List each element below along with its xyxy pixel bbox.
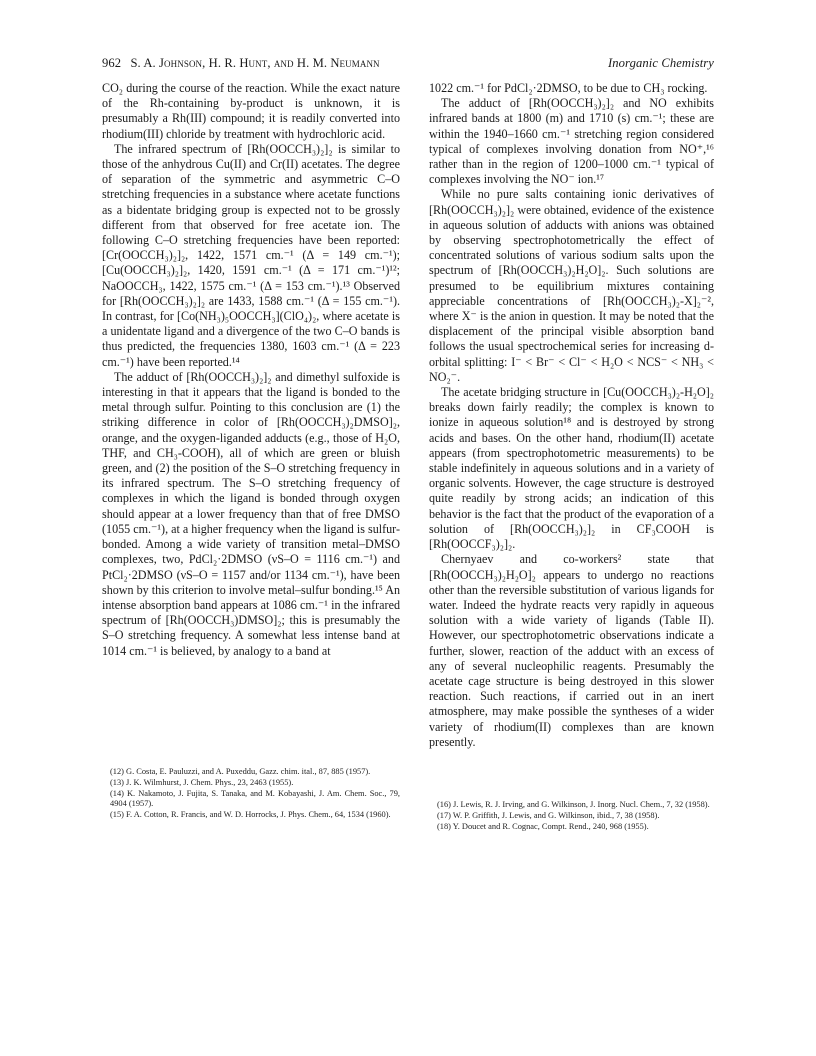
footnote: (12) G. Costa, E. Pauluzzi, and A. Puxeddu, Gazz. chim. ital., 87, 885 (1957). — [110, 767, 371, 776]
page-number: 962 — [102, 56, 122, 70]
paragraph: Chernyaev and co-workers² state that [Rh(OOCCH₃)₂H₂O]₂ appears to undergo no reactions other than the reversible substitution of various ligands for water. Indeed the hydrate reacts very rapidly in aqueous solution with a wide variety of ligands (Table II). However, our spectrophotometric observations indicate a further, slower, reaction of the adduct with an excess of any of several nucleophilic reagents. Presumably the acetate cage structure is being destroyed in this slower reaction. Such reactions, if carried out in an inert atmosphere, may make possible the syntheses of a wider variety of rhodium(II) complexes than are known presently. — [429, 552, 714, 749]
header-left — [102, 56, 380, 71]
author-line: S. A. Johnson, H. R. Hunt, and H. M. Neumann — [130, 56, 380, 70]
footnote: (17) W. P. Griffith, J. Lewis, and G. Wilkinson, ibid., 7, 38 (1958). — [437, 810, 660, 820]
paragraph: The adduct of [Rh(OOCCH₃)₂]₂ and dimethyl sulfoxide is interesting in that it appears that the ligand is bonded to the metal through sulfur. Pointing to this conclusion are (1) the striking difference in color of [Rh(OOCCH₃)₂DMSO]₂, orange, and the oxygen-liganded adducts (e.g., those of H₂O, THF, and CH₃-COOH), all of which are green or bluish green, and (2) the position of the S–O stretching frequency in its infrared spectrum. The S–O stretching frequency of complexes in which the ligand is bonded through oxygen should appear at a lower frequency than that of free DMSO (1055 cm.⁻¹), at a higher frequency when the ligand is sulfur-bonded. Among a wide variety of transition metal–DMSO complexes, two, PdCl₂·2DMSO (νS–O = 1116 cm.⁻¹) and PtCl₂·2DMSO (νS–O = 1157 and/or 1134 cm.⁻¹), have been shown by this criterion to involve metal–sulfur bonding.¹⁵ An intense absorption band appears at 1086 cm.⁻¹ in the infrared spectrum of [Rh(OOCCH₃)DMSO]₂; this is presumably the S–O stretching frequency. A somewhat less intense band at 1014 cm.⁻¹ is believed, by analogy to a band at — [102, 369, 400, 658]
paragraph: While no pure salts containing ionic derivatives of [Rh(OOCCH₃)₂]₂ were obtained, evidence of the existence in aqueous solution of adducts with anions was obtained by observing spectrophotometrically the effect of concentrated solutions of various sodium salts upon the spectrum of [Rh(OOCCH₃)₂H₂O]₂. Such solutions are presumed to be equilibrium mixtures containing appreciable concentrations of [Rh(OOCCH₃)₂-X]₂⁻², where X⁻ is the anion in question. It may be noted that the displacement of the principal visible absorption band follows the usual spectrochemical series for increasing d-orbital splitting: I⁻ < Br⁻ < Cl⁻ < H₂O < NCS⁻ < NH₃ < NO₂⁻. — [429, 187, 714, 384]
paragraph: 1022 cm.⁻¹ for PdCl₂·2DMSO, to be due to CH₃ rocking. — [429, 81, 708, 95]
footnote: (18) Y. Doucet and R. Cognac, Compt. Rend., 240, 968 (1955). — [437, 821, 649, 831]
right-column — [429, 81, 714, 750]
footnotes-right — [437, 800, 714, 832]
footnote: (13) J. K. Wilmhurst, J. Chem. Phys., 23, 2463 (1955). — [110, 777, 294, 787]
journal-name: Inorganic Chemistry — [607, 56, 714, 70]
footnote: (16) J. Lewis, R. J. Irving, and G. Wilkinson, J. Inorg. Nucl. Chem., 7, 32 (1958). — [437, 800, 710, 809]
paragraph: The acetate bridging structure in [Cu(OOCCH₃)₂-H₂O]₂ breaks down fairly readily; the complex is known to ionize in aqueous solution¹⁸ and is destroyed by strong acids and bases. On the other hand, rhodium(II) acetate appears (from spectrophotometric measurements) to be stable indefinitely in aqueous solutions and in a variety of organic solvents. However, the cage structure is destroyed quite readily by strong acids; an indication of this behavior is the fact that the product of the evaporation of a solution of [Rh(OOCCH₃)₂]₂ in CF₃COOH is [Rh(OOCCF₃)₂]₂. — [429, 385, 714, 552]
footnote: (15) F. A. Cotton, R. Francis, and W. D. Horrocks, J. Phys. Chem., 64, 1534 (1960). — [110, 810, 391, 820]
footnotes-left — [110, 767, 400, 821]
paragraph: The adduct of [Rh(OOCCH₃)₂]₂ and NO exhibits infrared bands at 1800 (m) and 1710 (s) cm.⁻¹; these are within the 1940–1660 cm.⁻¹ stretching region considered typical of complexes involving donation from NO⁺,¹⁶ rather than in the region of 1200–1000 cm.⁻¹ typical of complexes involving the NO⁻ ion.¹⁷ — [429, 96, 714, 187]
footnote: (14) K. Nakamoto, J. Fujita, S. Tanaka, and M. Kobayashi, J. Am. Chem. Soc., 79, 4904 (1957). — [110, 788, 400, 809]
left-column — [102, 81, 400, 659]
paragraph: CO₂ during the course of the reaction. While the exact nature of the Rh-containing by-product is unknown, it is presumably a Rh(III) compound; it is readily converted into rhodium(III) chloride by treatment with hydrochloric acid. — [102, 81, 400, 141]
running-header — [102, 56, 714, 74]
paragraph: The infrared spectrum of [Rh(OOCCH₃)₂]₂ is similar to those of the anhydrous Cu(II) and Cr(II) acetates. The degree of separation of the symmetric and asymmetric C–O stretching frequencies in a substance where acetate functions as a bidentate bridging group is expected not to be grossly different from that observed for free acetate ion. The following C–O stretching frequencies have been reported: [Cr(OOCCH₃)₂]₂, 1422, 1571 cm.⁻¹ (Δ = 149 cm.⁻¹); [Cu(OOCCH₃)₂]₂, 1420, 1591 cm.⁻¹ (Δ = 171 cm.⁻¹)¹²; NaOOCCH₃, 1422, 1575 cm.⁻¹ (Δ = 153 cm.⁻¹).¹³ Observed for [Rh(OOCCH₃)₂]₂ are 1433, 1588 cm.⁻¹ (Δ = 155 cm.⁻¹). In contrast, for [Co(NH₃)₅OOCCH₃](ClO₄)₂, where acetate is a unidentate ligand and a divergence of the two C–O bands is thus predicted, the frequencies 1380, 1603 cm.⁻¹ (Δ = 223 cm.⁻¹) have been reported.¹⁴ — [102, 141, 400, 369]
